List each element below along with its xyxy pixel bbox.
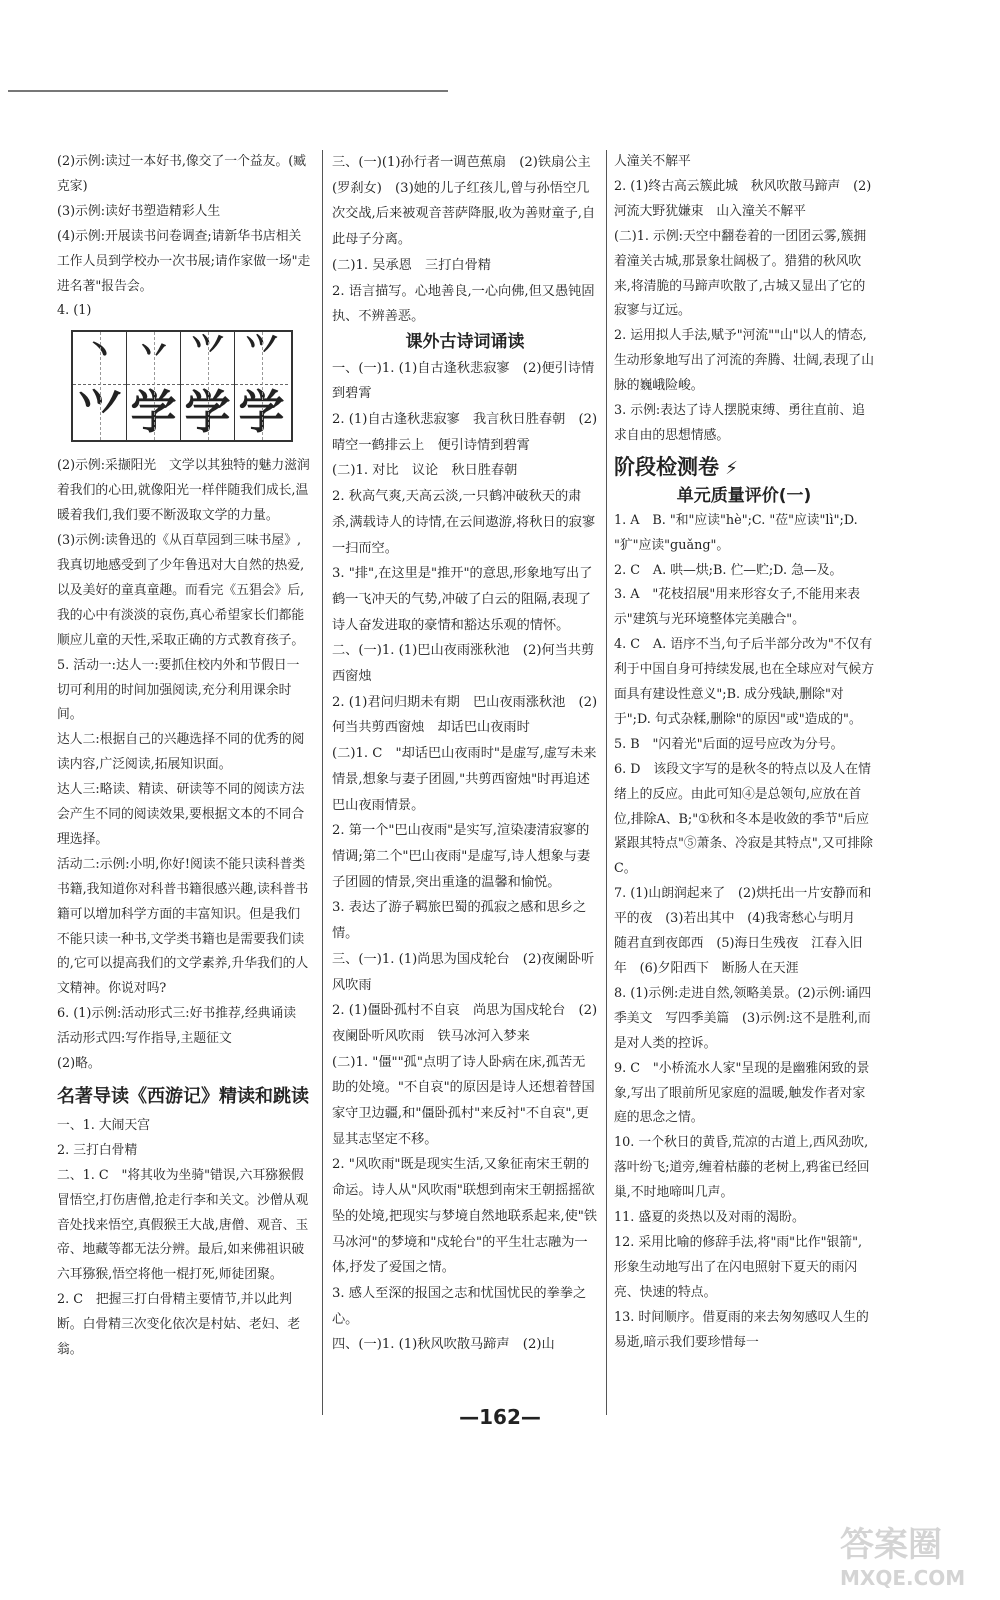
answer-line: 2. 秋高气爽,天高云淡,一只鹤冲破秋天的肃杀,满载诗人的诗情,在云间遨游,将秋日的寂寥一扫而空。: [332, 489, 596, 556]
answer-line: (2)示例:读过一本好书,像交了一个益友。(臧克家): [57, 154, 307, 194]
answer-line: 二、1. C "将其收为坐骑"错误,六耳猕猴假冒悟空,打伤唐僧,抢走行李和关文。沙僧从观音处找来悟空,真假猴王大战,唐僧、观音、玉帝、地藏等都无法分辨。最后,如来佛祖识破六耳猕猴,悟空将他一棍打死,师徒团聚。: [57, 1167, 309, 1283]
grid-cell: [73, 332, 127, 440]
answer-line: 2. C A. 哄—烘;B. 伫—贮;D. 急—及。: [614, 562, 843, 578]
answer-line: 3. 表达了游子羁旅巴蜀的孤寂之感和思乡之情。: [332, 900, 587, 942]
watermark-url: MXQE.COM: [840, 1566, 966, 1590]
grid-cell: [127, 332, 181, 440]
answer-line: (二)1. 对比 议论 秋日胜春朝: [332, 463, 518, 479]
stroke-char: ⺍: [76, 385, 123, 440]
answer-line: 四、(一)1. (1)秋风吹散马蹄声 (2)山: [332, 1337, 555, 1353]
answer-line: 6. (1)示例:活动形式三:好书推荐,经典诵读 活动形式四:写作指导,主题征文: [57, 1006, 309, 1047]
answer-line: 4. C A. 语序不当,句子后半部分改为"不仅有利于中国自身可持续发展,也在全球应对气候方面具有建设性意义";B. 成分残缺,删除"对于";D. 句式杂糅,删除"的原因"或"造成的"。: [614, 637, 875, 727]
answer-line: 13. 时间顺序。借夏雨的来去匆匆感叹人生的易逝,暗示我们要珍惜每一: [614, 1309, 869, 1350]
stroke-step: 丶: [73, 332, 126, 385]
answer-line: 3. 感人至深的报国之志和忧国忧民的拳拳之心。: [332, 1285, 587, 1327]
grid-cell: [235, 332, 288, 440]
part-heading-text: 阶段检测卷: [614, 454, 719, 479]
answer-line: (二)1. C "却话巴山夜雨时"是虚写,虚写未来情景,想象与妻子团圆,"共剪西窗烛"时再追述巴山夜雨情景。: [332, 746, 597, 813]
answer-line: (二)1. "僵""孤"点明了诗人卧病在床,孤苦无助的处境。"不自哀"的原因是诗人还想着替国家守卫边疆,和"僵卧孤村"来反衬"不自哀",更显其志坚定不移。: [332, 1054, 595, 1147]
answer-line: 3. A "花枝招展"用来形容女子,不能用来表示"建筑与光环境整体完美融合"。: [614, 587, 861, 628]
answer-line: (3)示例:读鲁迅的《从百草园到三味书屋》,我真切地感受到了少年鲁迅对大自然的热爱,以及美好的童真童趣。而看完《五猖会》后,我的心中有淡淡的哀伤,真心希望家长们都能顺应儿童的天性,采取正确的方式教育孩子。: [57, 533, 305, 648]
answer-line: 一、(一)1. (1)自古逢秋悲寂寥 (2)便引诗情到碧霄: [332, 360, 595, 402]
answer-line: 6. D 该段文字写的是秋冬的特点以及人在情绪上的反应。由此可知④是总领句,应放在首位,排除A、B;"①秋和冬本是收敛的季节"后应紧跟其特点"⑤萧条、冷寂是其特点",又可排除C。: [614, 761, 873, 877]
answer-line: 2. (1)自古逢秋悲寂寥 我言秋日胜春朝 (2)晴空一鹤排云上 便引诗情到碧霄: [332, 412, 598, 453]
section-heading: 课外古诗词诵读: [405, 331, 525, 352]
stroke-order-grid: [71, 330, 293, 442]
answer-line: 2. 语言描写。心地善良,一心向佛,但又愚钝固执、不辨善恶。: [332, 283, 595, 325]
answer-line: 12. 采用比喻的修辞手法,将"雨"比作"银箭",形象生动地写出了在闪电照射下夏天的雨闪亮、快速的特点。: [614, 1234, 863, 1300]
answer-line: 4. (1): [57, 303, 92, 319]
answer-line: (3)示例:读好书塑造精彩人生: [57, 203, 221, 219]
answer-line: 1. A B. "和"应读"hè";C. "莅"应读"lì";D. "犷"应读"guǎng"。: [614, 512, 862, 553]
answer-line: 2. (1)君问归期未有期 巴山夜雨涨秋池 (2)何当共剪西窗烛 却话巴山夜雨时: [332, 694, 598, 736]
stroke-char: 学: [238, 385, 285, 440]
answer-line: 2. "风吹雨"既是现实生活,又象征南宋王朝的命运。诗人从"风吹雨"联想到南宋王朝摇摇欲坠的处境,把现实与梦境自然地联系起来,使"铁马冰河"的梦境和"戍轮台"的平生壮志融为一体,抒发了爱国之情。: [332, 1157, 598, 1276]
answer-line: 达人三:略读、精读、研读等不同的阅读方法会产生不同的阅读效果,要根据文本的不同合理选择。: [57, 782, 305, 847]
answer-line: 二、(一)1. (1)巴山夜雨涨秋池 (2)何当共剪西窗烛: [332, 643, 595, 685]
column-1: [57, 150, 312, 1363]
page-number: —162—: [459, 1405, 541, 1429]
answer-line: 2. 运用拟人手法,赋予"河流""山"以人的情态,生动形象地写出了河流的奔腾、壮阔,表现了山脉的巍峨险峻。: [614, 328, 875, 394]
top-rule: [8, 90, 448, 92]
part-heading: [614, 455, 874, 482]
stroke-char: 学: [184, 385, 231, 440]
answer-line: (4)示例:开展读书问卷调查;请新华书店相关工作人员到学校办一次书展;请作家做一场"走进名著"报告会。: [57, 228, 311, 294]
answer-line: (2)略。: [57, 1056, 101, 1072]
answer-line: 9. C "小桥流水人家"呈现的是幽雅闲致的景象,写出了眼前所见家庭的温暖,触发作者对家庭的思念之情。: [614, 1060, 870, 1126]
watermark-text: 答案圈: [840, 1525, 942, 1565]
lightning-icon: ⚡: [719, 457, 738, 479]
answer-line: 5. B "闪着光"后面的逗号应改为分号。: [614, 736, 844, 752]
answer-line: 2. (1)僵卧孤村不自哀 尚思为国戍轮台 (2)夜阑卧听风吹雨 铁马冰河入梦来: [332, 1003, 598, 1044]
answer-line: 10. 一个秋日的黄昏,荒凉的古道上,西风劲吹,落叶纷飞;道旁,缠着枯藤的老树上,鸦雀已经回巢,不时地啼叫几声。: [614, 1135, 870, 1201]
column-divider: [606, 150, 607, 1415]
answer-line: 2. (1)终古高云簇此城 秋风吹散马蹄声 (2)河流大野犹嫌束 山入潼关不解平: [614, 178, 872, 219]
answer-line: 5. 活动一:达人一:要抓住校内外和节假日一切可利用的时间加强阅读,充分利用课余时间。: [57, 657, 300, 723]
section-heading: 名著导读《西游记》精读和跳读: [57, 1086, 309, 1107]
answer-line: 活动二:示例:小明,你好!阅读不能只读科普类书籍,我知道你对科普书籍很感兴趣,读科普书籍可以增加科学方面的丰富知识。但是我们不能只读一种书,文学类书籍也是需要我们读的,它可以提高我们的文学素养,升华我们的人文精神。你说对吗?: [57, 856, 309, 997]
answer-line: 2. 第一个"巴山夜雨"是实写,渲染凄清寂寥的情调;第二个"巴山夜雨"是虚写,诗人想象与妻子团圆的情景,突出重逢的温馨和愉悦。: [332, 823, 591, 890]
grid-cell: [181, 332, 235, 440]
stroke-step: 丷: [127, 332, 180, 385]
answer-line: (二)1. 吴承恩 三打白骨精: [332, 257, 491, 273]
column-divider: [322, 150, 323, 1415]
column-2: [332, 150, 598, 1358]
answer-line: (2)示例:采撷阳光 文学以其独特的魅力滋润着我们的心田,就像阳光一样伴随我们成长,温暖着我们,我们要不断汲取文学的力量。: [57, 458, 310, 524]
answer-line: 8. (1)示例:走进自然,领略美景。(2)示例:诵四季美文 写四季美篇 (3)示例:这不是胜利,而是对人类的控诉。: [614, 985, 872, 1051]
answer-line: 2. 三打白骨精: [57, 1142, 138, 1158]
answer-line: 一、1. 大闹天宫: [57, 1117, 151, 1133]
section-heading: 单元质量评价(一): [676, 485, 812, 506]
answer-line: 7. (1)山朗润起来了 (2)烘托出一片安静而和平的夜 (3)若出其中 (4)我寄愁心与明月 随君直到夜郎西 (5)海日生残夜 江春入旧年 (6)夕阳西下 断肠人在天涯: [614, 886, 872, 976]
stroke-char: 学: [130, 385, 177, 440]
answer-line: 三、(一)(1)孙行者一调芭蕉扇 (2)铁扇公主(罗刹女) (3)她的儿子红孩儿,曾与孙悟空几次交战,后来被观音菩萨降服,收为善财童子,自此母子分离。: [332, 155, 596, 248]
answer-line: 达人二:根据自己的兴趣选择不同的优秀的阅读内容,广泛阅读,拓展知识面。: [57, 732, 305, 773]
column-3: [614, 150, 874, 1356]
answer-line: 3. "排",在这里是"推开"的意思,形象地写出了鹤一飞冲天的气势,冲破了白云的阻隔,表现了诗人奋发进取的豪情和豁达乐观的情怀。: [332, 566, 593, 633]
answer-line: 2. C 把握三打白骨精主要情节,并以此判断。白骨精三次变化依次是村姑、老妇、老翁。: [57, 1292, 301, 1358]
stroke-step: ⺍: [235, 332, 288, 385]
answer-line: 三、(一)1. (1)尚思为国戍轮台 (2)夜阑卧听风吹雨: [332, 951, 595, 993]
answer-line: 3. 示例:表达了诗人摆脱束缚、勇往直前、追求自由的思想情感。: [614, 403, 865, 443]
answer-line: (二)1. 示例:天空中翻卷着的一团团云雾,簇拥着潼关古城,那景象壮阔极了。猎猎的秋风吹来,将清脆的马蹄声吹散了,古城又显出了它的寂寥与辽远。: [614, 228, 867, 319]
answer-line: 人潼关不解平: [614, 154, 691, 169]
stroke-step: ⺍: [181, 332, 234, 385]
answer-line: 11. 盛夏的炎热以及对雨的渴盼。: [614, 1210, 805, 1226]
watermark-logo: [840, 1517, 990, 1592]
